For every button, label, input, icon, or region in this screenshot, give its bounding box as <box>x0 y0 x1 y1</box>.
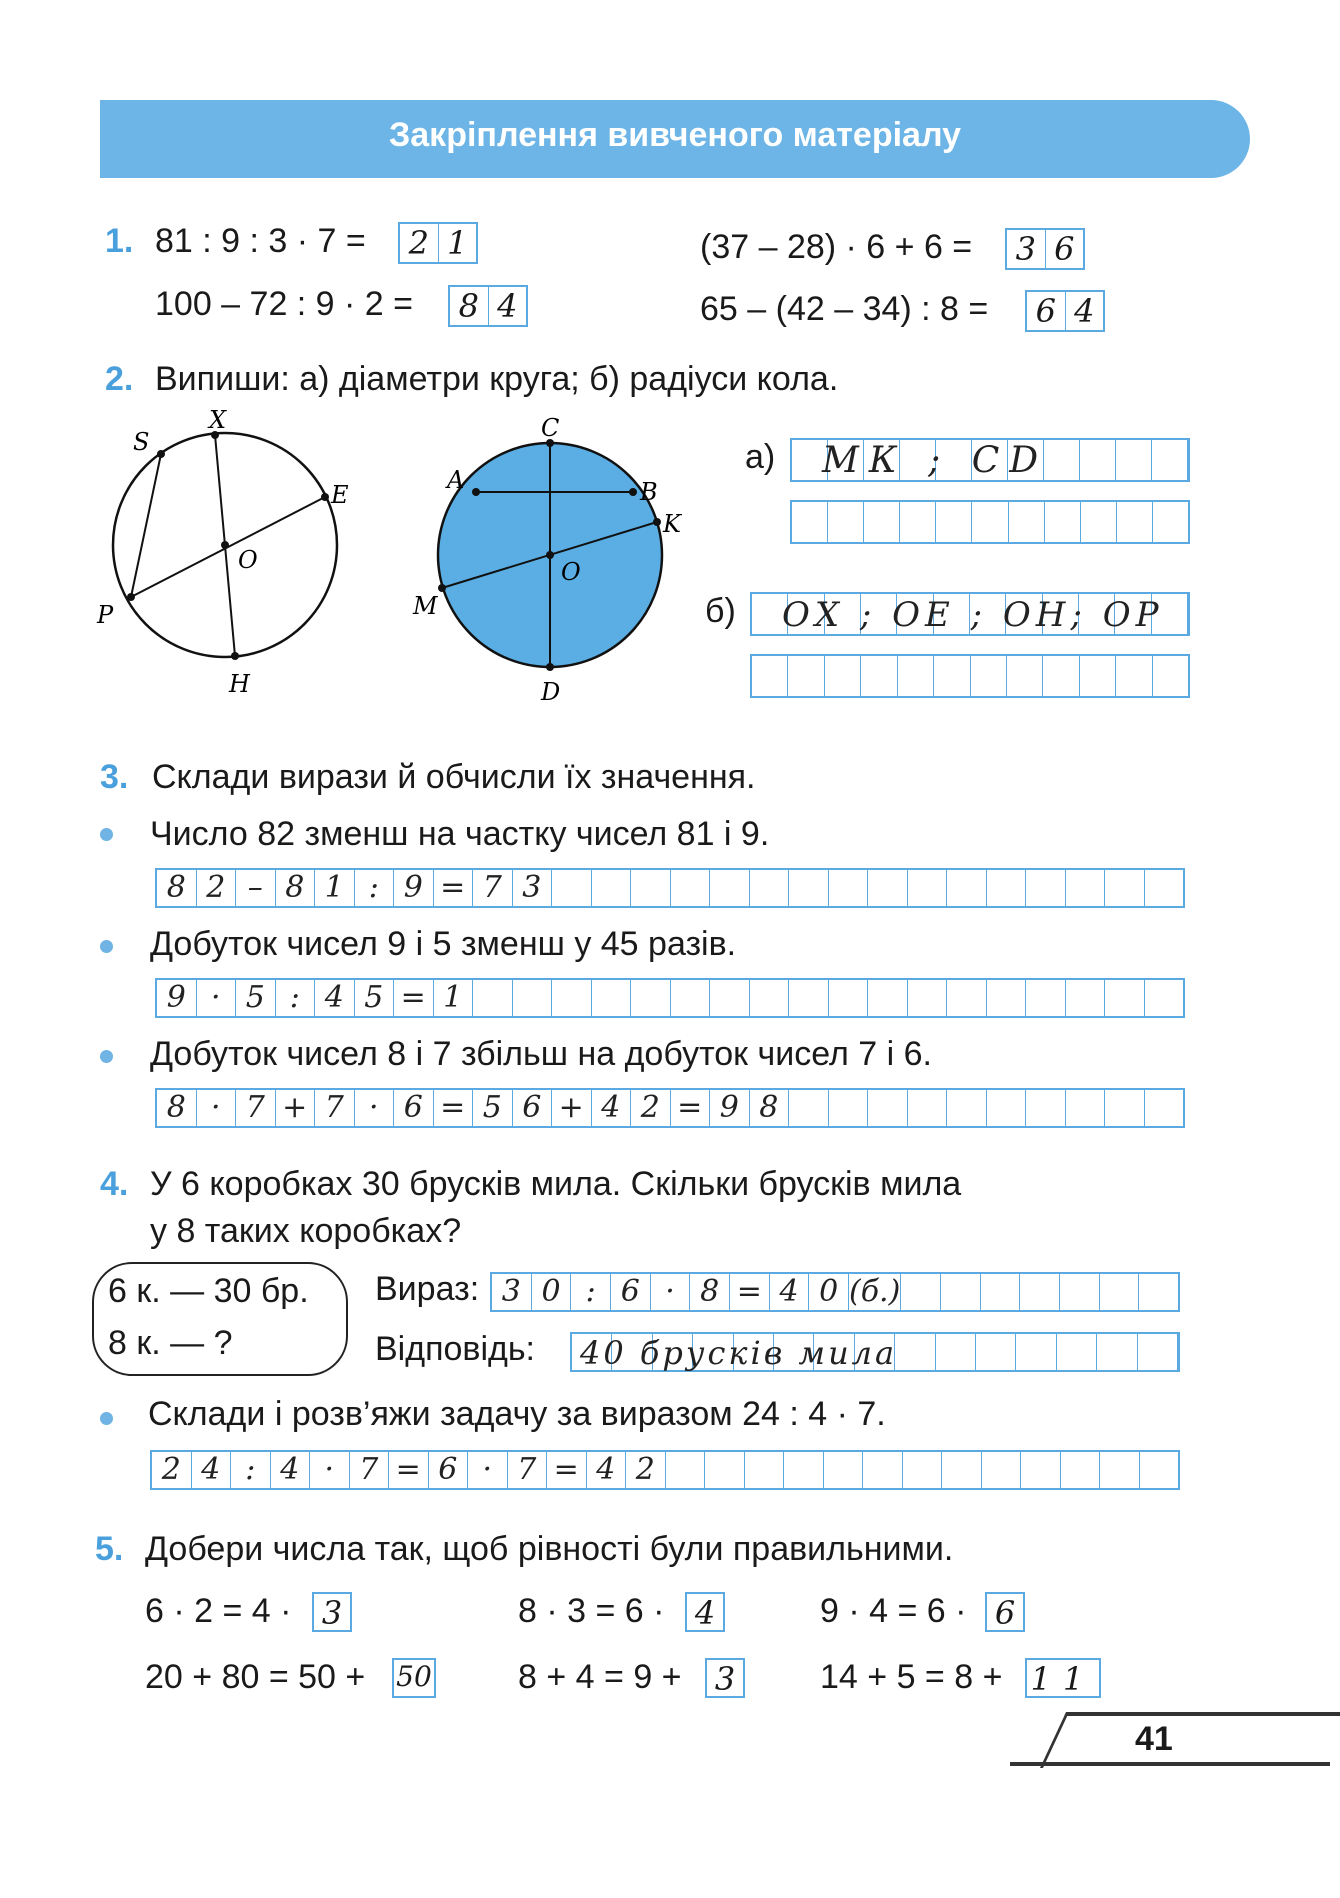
task3-item1-cell <box>592 870 632 906</box>
label-s: S <box>133 428 150 456</box>
task3-item1-cell: : <box>355 870 395 906</box>
task3-item3-cell: 6 <box>394 1090 434 1126</box>
task3-number: 3. <box>100 758 129 796</box>
task2-a-answer: МК ; СD <box>822 440 1049 481</box>
task3-item1-cell <box>908 870 948 906</box>
task4-extra-cell: : <box>231 1452 271 1488</box>
task4-extra-cell <box>1100 1452 1140 1488</box>
task4-number: 4. <box>100 1165 129 1203</box>
task5-eq6: 14 + 5 = 8 + <box>820 1658 1003 1696</box>
label-d: D <box>541 678 561 706</box>
bullet <box>100 1050 113 1063</box>
header-banner <box>100 100 1250 178</box>
task3-item2-cell: 4 <box>315 980 355 1016</box>
task4-extra-cell <box>942 1452 982 1488</box>
point-h <box>231 652 239 660</box>
task3-item2-cell <box>1105 980 1145 1016</box>
task4-extra-cell <box>824 1452 864 1488</box>
task4-expr-cell <box>941 1274 981 1310</box>
task3-item1-cell: = <box>434 870 474 906</box>
task1-ans4: 6 4 <box>1025 290 1105 332</box>
task3-item2-cell <box>1145 980 1184 1016</box>
task3-item2-cell <box>671 980 711 1016</box>
task4-expr-cell <box>981 1274 1021 1310</box>
task4-answer-text: 40 брусків мила <box>580 1334 898 1372</box>
task2-a-label: а) <box>745 438 776 476</box>
task1-eq4: 65 – (42 – 34) : 8 = <box>700 290 989 328</box>
task3-item2-cell: = <box>394 980 434 1016</box>
task4-note1: 6 к. — 30 бр. <box>108 1272 309 1310</box>
task3-item1-cell: 8 <box>157 870 197 906</box>
circle-diagrams <box>95 410 695 710</box>
task4-extra-cell <box>1140 1452 1179 1488</box>
task4-extra-cell: = <box>547 1452 587 1488</box>
task3-item2-cell: 9 <box>157 980 197 1016</box>
task5-number: 5. <box>95 1530 124 1568</box>
task5-eq4: 20 + 80 = 50 + <box>145 1658 366 1696</box>
task3-item3-cell: 6 <box>513 1090 553 1126</box>
task3-item2-cell: : <box>276 980 316 1016</box>
task5-eq3: 9 · 4 = 6 · <box>820 1592 967 1630</box>
task3-item1-cell <box>631 870 671 906</box>
task3-item1-cell <box>710 870 750 906</box>
task3-item1-cell <box>987 870 1027 906</box>
task3-item2-cell <box>592 980 632 1016</box>
task4-extra-cell: = <box>389 1452 429 1488</box>
task3-item2-cell <box>631 980 671 1016</box>
task3-item2-cell: 1 <box>434 980 474 1016</box>
task4-expr-cell: : <box>571 1274 611 1310</box>
task4-extra-cell <box>784 1452 824 1488</box>
task3-item1-cell: 1 <box>315 870 355 906</box>
task3-item2-cell <box>552 980 592 1016</box>
bullet <box>100 828 113 841</box>
task3-item2-cell <box>473 980 513 1016</box>
task3-item1-cell <box>1026 870 1066 906</box>
task3-item2-cell <box>868 980 908 1016</box>
task4-extra-cell <box>903 1452 943 1488</box>
task3-item2-cell <box>947 980 987 1016</box>
task3-item3-cell: 9 <box>710 1090 750 1126</box>
task4-extra-cell <box>982 1452 1022 1488</box>
bullet <box>100 940 113 953</box>
task3-item1-cell <box>1145 870 1184 906</box>
task4-extra-cell: 4 <box>271 1452 311 1488</box>
task4-expr-cell <box>1100 1274 1140 1310</box>
task5-ans5: 3 <box>705 1658 745 1698</box>
task4-expr-cell: 0 <box>532 1274 572 1310</box>
task4-extra-cell <box>1021 1452 1061 1488</box>
task5-ans6: 11 <box>1025 1658 1101 1698</box>
task1-eq3: (37 – 28) · 6 + 6 = <box>700 228 973 266</box>
task4-extra-cell <box>863 1452 903 1488</box>
task4-extra-cell: 2 <box>152 1452 192 1488</box>
task3-item1-cell: 2 <box>197 870 237 906</box>
task4-extra-cell <box>705 1452 745 1488</box>
task3-item3-cell <box>1026 1090 1066 1126</box>
task3-item1-cell <box>1066 870 1106 906</box>
task3-item3-cell: 2 <box>631 1090 671 1126</box>
label-x: X <box>209 410 227 434</box>
task5-ans3: 6 <box>985 1592 1025 1632</box>
task3-item3-cell <box>868 1090 908 1126</box>
task3-item3-cell: 4 <box>592 1090 632 1126</box>
task4-extra-cell: 7 <box>508 1452 548 1488</box>
task3-item2-cell <box>908 980 948 1016</box>
task4-expr-cell: 8 <box>690 1274 730 1310</box>
point-m <box>438 584 446 592</box>
label-b: B <box>640 478 658 506</box>
task3-item2-cell <box>1026 980 1066 1016</box>
task3-item2-cell <box>789 980 829 1016</box>
task3-item2-text: Добуток чисел 9 і 5 зменш у 45 разів. <box>150 925 737 963</box>
label-o2: O <box>561 558 581 586</box>
task3-item1-cell: 9 <box>394 870 434 906</box>
task3-item2-cell <box>1066 980 1106 1016</box>
task4-expr-cell: 6 <box>611 1274 651 1310</box>
task4-expr-cell: · <box>651 1274 691 1310</box>
task2-a-grid2 <box>790 500 1190 544</box>
point-e <box>321 493 329 501</box>
task4-expr-cell: 4 <box>770 1274 810 1310</box>
point-o1 <box>221 541 229 549</box>
task4-note-bracket <box>92 1262 348 1376</box>
task4-answer-label: Відповідь: <box>375 1330 536 1368</box>
bullet <box>100 1412 113 1425</box>
task4-extra-cell: 4 <box>587 1452 627 1488</box>
task1-eq2: 100 – 72 : 9 · 2 = <box>155 285 414 323</box>
task3-item3-text: Добуток чисел 8 і 7 збільш на добуток чисел 7 і 6. <box>150 1035 932 1073</box>
task3-text: Склади вирази й обчисли їх значення. <box>152 758 756 796</box>
task3-item3-cell <box>829 1090 869 1126</box>
task4-answer-grid <box>570 1332 1180 1372</box>
task4-expr-cell <box>1139 1274 1178 1310</box>
task3-item3-cell <box>1105 1090 1145 1126</box>
task3-item1-cell <box>1105 870 1145 906</box>
task5-eq2: 8 · 3 = 6 · <box>518 1592 665 1630</box>
page-number: 41 <box>1135 1720 1173 1758</box>
task3-item3-cell: 7 <box>236 1090 276 1126</box>
task3-item1-cell: – <box>236 870 276 906</box>
task4-expr-label: Вираз: <box>375 1270 480 1308</box>
task3-item3-cell <box>1145 1090 1184 1126</box>
task3-item2-cell <box>829 980 869 1016</box>
task1-eq1: 81 : 9 : 3 · 7 = <box>155 222 366 260</box>
task4-extra-cell: · <box>468 1452 508 1488</box>
task3-item1-cell <box>947 870 987 906</box>
task3-item3-cell: = <box>671 1090 711 1126</box>
task5-text: Добери числа так, щоб рівності були правильними. <box>145 1530 954 1568</box>
task3-item3-cell: + <box>552 1090 592 1126</box>
task4-extra-cell: 2 <box>626 1452 666 1488</box>
task5-ans1: 3 <box>312 1592 352 1632</box>
task2-b-answer: ОХ ; ОЕ ; ОН; ОР <box>782 595 1164 635</box>
page-number-underline <box>1010 1762 1330 1766</box>
task2-number: 2. <box>105 360 134 398</box>
label-p: P <box>97 601 114 629</box>
point-o2 <box>546 551 554 559</box>
task3-item1-cell <box>750 870 790 906</box>
task3-item1-cell: 8 <box>276 870 316 906</box>
task4-extra-cell: 4 <box>192 1452 232 1488</box>
task3-item3-cell: · <box>197 1090 237 1126</box>
task3-item1-cell <box>868 870 908 906</box>
task3-item1-cell: 7 <box>473 870 513 906</box>
circle1-chord-sp <box>131 454 161 597</box>
task4-expr-cell: 3 <box>492 1274 532 1310</box>
task2-b-grid1 <box>750 592 1190 636</box>
task2-b-grid2 <box>750 654 1190 698</box>
task4-extra-cell <box>1061 1452 1101 1488</box>
task4-note2: 8 к. — ? <box>108 1324 233 1362</box>
task3-item3-cell <box>987 1090 1027 1126</box>
task4-extra-text: Склади і розв’яжи задачу за виразом 24 : 4 · 7. <box>148 1395 886 1433</box>
label-e: E <box>331 481 349 509</box>
label-k: K <box>663 510 681 538</box>
label-h: H <box>229 670 250 698</box>
task3-item3-cell: + <box>276 1090 316 1126</box>
task3-item2-cell <box>513 980 553 1016</box>
task3-item3-cell: · <box>355 1090 395 1126</box>
task3-item2-cell: 5 <box>236 980 276 1016</box>
task3-item2-grid <box>155 978 1185 1018</box>
task4-expr-grid <box>490 1272 1180 1312</box>
point-p <box>127 593 135 601</box>
task4-extra-grid <box>150 1450 1180 1490</box>
task3-item1-grid <box>155 868 1185 908</box>
task3-item3-cell: 7 <box>315 1090 355 1126</box>
task1-ans3: 3 6 <box>1005 228 1085 270</box>
task2-text: Випиши: а) діаметри круга; б) радіуси кола. <box>155 360 839 398</box>
task3-item3-cell <box>1066 1090 1106 1126</box>
task3-item2-cell <box>710 980 750 1016</box>
task3-item2-cell <box>750 980 790 1016</box>
task4-expr-cell: 0 <box>809 1274 849 1310</box>
label-c: C <box>541 414 560 442</box>
point-k <box>653 518 661 526</box>
task3-item3-cell: 5 <box>473 1090 513 1126</box>
task5-ans2: 4 <box>685 1592 725 1632</box>
task4-expr-cell <box>1060 1274 1100 1310</box>
page-number-tab <box>1040 1712 1340 1768</box>
task5-eq5: 8 + 4 = 9 + <box>518 1658 682 1696</box>
task3-item3-cell <box>908 1090 948 1126</box>
task3-item3-grid <box>155 1088 1185 1128</box>
task4-extra-cell <box>745 1452 785 1488</box>
task3-item2-cell: · <box>197 980 237 1016</box>
label-o1: O <box>238 546 258 574</box>
task3-item3-cell: = <box>434 1090 474 1126</box>
task3-item1-cell <box>552 870 592 906</box>
task4-expr-cell: = <box>730 1274 770 1310</box>
task3-item3-cell: 8 <box>750 1090 790 1126</box>
label-a: A <box>447 466 465 494</box>
task4-extra-cell: 7 <box>350 1452 390 1488</box>
task3-item1-cell <box>789 870 829 906</box>
task4-expr-cell <box>1020 1274 1060 1310</box>
label-m: M <box>413 592 438 620</box>
task3-item1-text: Число 82 зменш на частку чисел 81 і 9. <box>150 815 770 853</box>
point-b <box>629 488 637 496</box>
point-a <box>472 488 480 496</box>
point-d <box>546 663 554 671</box>
task3-item3-cell <box>947 1090 987 1126</box>
task3-item1-cell <box>671 870 711 906</box>
task2-a-grid1 <box>790 438 1190 482</box>
task4-extra-cell: 6 <box>429 1452 469 1488</box>
task5-eq1: 6 · 2 = 4 · <box>145 1592 292 1630</box>
point-s <box>157 450 165 458</box>
task5-ans4: 50 <box>392 1658 436 1698</box>
header-title: Закріплення вивченого матеріалу <box>388 116 962 154</box>
task1-ans1: 2 1 <box>398 222 478 264</box>
task1-number: 1. <box>105 222 134 260</box>
task3-item1-cell: 3 <box>513 870 553 906</box>
task3-item3-cell: 8 <box>157 1090 197 1126</box>
task2-b-label: б) <box>705 592 736 630</box>
task4-extra-cell: · <box>310 1452 350 1488</box>
task3-item3-cell <box>789 1090 829 1126</box>
task4-text1: У 6 коробках 30 брусків мила. Скільки брусків мила <box>150 1165 962 1203</box>
task3-item1-cell <box>829 870 869 906</box>
task1-ans2: 8 4 <box>448 285 528 327</box>
task4-expr-cell: (б.) <box>849 1274 901 1309</box>
task3-item2-cell: 5 <box>355 980 395 1016</box>
task4-expr-cell <box>901 1274 941 1310</box>
task3-item2-cell <box>987 980 1027 1016</box>
task4-extra-cell <box>666 1452 706 1488</box>
task4-text2: у 8 таких коробках? <box>150 1212 462 1250</box>
